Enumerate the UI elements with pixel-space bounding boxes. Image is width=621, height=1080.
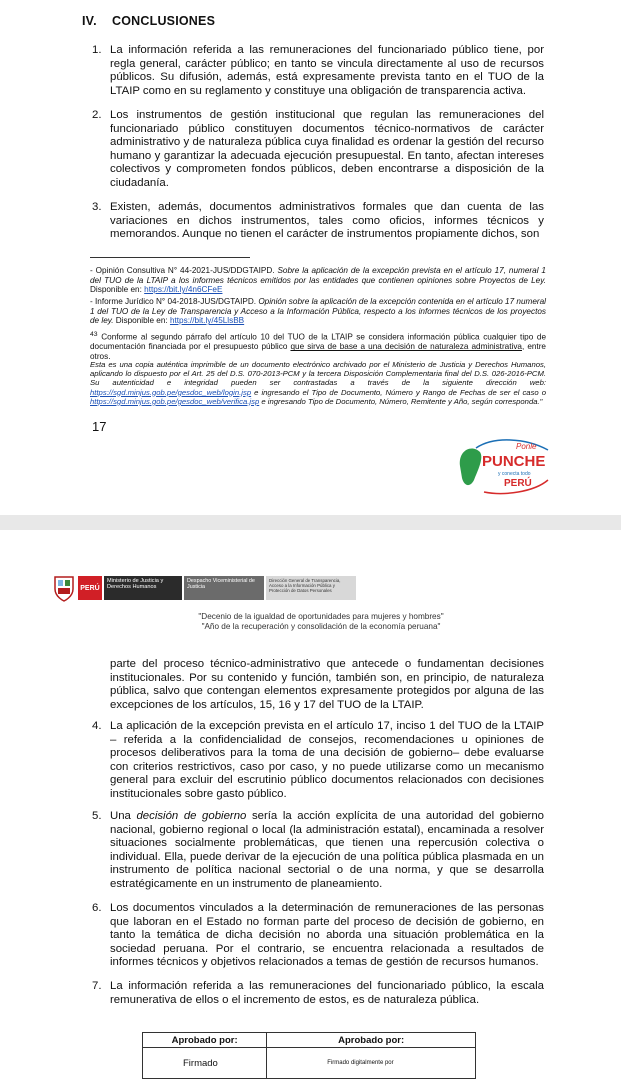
item-text: Existen, además, documentos administrativos formales que dan cuenta de las variaciones en dichos instrumentos, tales como oficios, informes técnicos y memorandos. Aunque no tienen el carácter de instrumentos propiamente dichos, son [110, 201, 544, 241]
footnote-separator [90, 257, 250, 258]
section-number: IV. [82, 14, 97, 28]
approval-table [142, 1032, 476, 1079]
item-number: 3. [92, 201, 102, 213]
legal-link-login[interactable]: https://sgd.minjus.gob.pe/gesdoc_web/login.jsp [90, 387, 252, 397]
legal-text: e ingresando el Tipo de Documento, Número y Rango de Fechas de ser el caso o [251, 387, 546, 397]
item-number: 2. [92, 109, 102, 121]
fn-underline: que sirva de base a una decisión de naturaleza administrativa [290, 342, 522, 352]
decenio-line: "Decenio de la igualdad de oportunidades para mujeres y hombres" [198, 612, 444, 621]
fn-italic: Sobre la aplicación de la excepción prevista en el artículo 17, numeral 1 del TUO de la LTAIP a los informes técnicos emitidos por las entidades que contienen opiniones sobre Proyectos de Ley. [90, 266, 546, 285]
logo-ponle: Ponle [516, 442, 537, 451]
conclusion-item-4 [92, 720, 544, 802]
item-number: 6. [92, 902, 102, 914]
fn-text: - Informe Jurídico N° 04-2018-JUS/DGTAIPD. [90, 297, 259, 306]
conclusion-item-7 [92, 980, 544, 1007]
item-number: 1. [92, 44, 102, 56]
conclusion-item-6 [92, 902, 544, 970]
fn-text: , entre otros. [90, 342, 546, 361]
peru-map-shape [460, 448, 482, 485]
coat-of-arms-icon [52, 573, 76, 603]
vice-ministry-box: Despacho Viceministerial de Justicia [184, 576, 264, 600]
item-number: 5. [92, 810, 102, 822]
item-text: La aplicación de la excepción prevista en el artículo 17, inciso 1 del TUO de la LTAIP – referida a la confidencialidad de consejos, recomendaciones u opiniones de procesos deliberativos para la toma de una decisión de gobierno– debe evaluarse con criterios restrictivos, caso por caso, y no puede utilizarse como un mecanismo general para excluir del escrutinio público documentos relacionados con decisiones institucionales sobre gasto público. [110, 720, 544, 800]
year-line: "Año de la recuperación y consolidación de la economía peruana" [201, 622, 441, 631]
document-page-17 [0, 0, 621, 515]
logo-punche: PUNCHE [482, 453, 546, 470]
legal-text: e ingresando Tipo de Documento, Número, Remitente y Año, según corresponda." [259, 396, 543, 406]
footnote-opinion-consultiva [90, 266, 546, 295]
item-text-part: Una [110, 810, 137, 822]
conclusion-item-2 [92, 109, 544, 191]
item-text-part: sería la acción explícita de una autoridad del gobierno nacional, gobierno regional o local (la administración estatal), encaminada a resolver situaciones socialmente problemáticas, que tienen una repercusión colectiva o individual. Ella, puede derivar de la ejecución de una política pública plasmada en un instrumento de política nacional sectorial o de una norma, y que se desarrolla estratégicamente en un instrumento de planeamiento. [110, 810, 545, 890]
signature-label: Firmado [183, 1057, 218, 1069]
signature-cell-1 [143, 1048, 267, 1079]
footnote-informe-juridico [90, 297, 546, 326]
logo-peru: PERÚ [504, 478, 532, 489]
legal-text: Esta es una copia auténtica imprimible de un documento electrónico archivado por el Ministerio de Justicia y Derechos Humanos, aplicando lo dispuesto por el Art. 25 del D.S. 070-2013-PCM y la tercera Disposición Complementaria final del D.S. 026-2016-PCM. Su autenticidad e integridad pueden ser contrastadas a través de la siguiente dirección web: [90, 360, 546, 388]
item-number: 4. [92, 720, 102, 732]
approval-header-2: Aprobado por: [267, 1033, 476, 1048]
fn-text: Conforme al segundo párrafo del artículo 10 del TUO de la LTAIP se considera información pública cualquier tipo de documentación financiada por el presupuesto público [90, 332, 546, 352]
item-text: La información referida a las remuneraciones del funcionariado público tiene, por regla general, carácter público; en tanto se vincula directamente al uso de recursos públicos. Su difusión, además, está expresamente prevista tanto en el TUO de la LTAIP como en su reglamento y constituye una obligación de transparencia activa. [110, 44, 544, 97]
item-text-italic: decisión de gobierno [136, 810, 247, 822]
decenio-header [176, 612, 466, 632]
item-text: parte del proceso técnico-administrativo que antecede o fundamentan decisiones institucionales. Por su contenido y función, también son, en principio, de naturaleza pública, salvo que contengan elementos expresamente protegidos por alguna de las excepciones de los artículos, 15, 16 y 17 del TUO de la LTAIP. [110, 658, 544, 711]
section-title: CONCLUSIONES [112, 14, 216, 28]
item-text: Los documentos vinculados a la determinación de remuneraciones de las personas que laboran en el Estado no forman parte del proceso de decisión de gobierno, en tanto la temática de dicha decisión no aborda una situación problemática en la sociedad peruana. Por el contrario, se encuentra relacionada a resultados de informes técnicos y objetivos relacionados a temas de gestión de recursos humanos. [110, 902, 544, 969]
conclusion-item-1 [92, 44, 544, 98]
legal-link-verifica[interactable]: https://sgd.minjus.gob.pe/gesdoc_web/verifica.jsp [90, 396, 260, 406]
fn-mark: 43 [90, 331, 98, 338]
item-text: La información referida a las remuneraciones del funcionariado público, la escala remunerativa de ellos o el incremento de estos, es de naturaleza pública. [110, 980, 544, 1006]
item-text: Los instrumentos de gestión institucional que regulan las remuneraciones del funcionariado público constituyen documentos técnico-normativos de carácter administrativo y de naturaleza pública cuya finalidad es ordenar la gestión del recurso humano y garantizar la adecuada ejecución presupuestal. En tanto, afectan intereses colectivos y comprometen fondos públicos, deben encontrarse a disposición de la ciudadanía. [110, 109, 544, 189]
continuation-paragraph [92, 658, 544, 712]
ministry-box: Ministerio de Justicia y Derechos Humanos [104, 576, 182, 600]
fn-text: Disponible en: [113, 316, 170, 326]
approval-header-1: Aprobado por: [143, 1033, 267, 1048]
footnote-43 [90, 330, 546, 362]
fn-link[interactable]: https://bit.ly/4n6CFeE [144, 285, 223, 295]
page-number: 17 [92, 419, 107, 434]
direction-box: Dirección General de Transparencia, Acceso a la Información Pública y Protección de Datos Personales [266, 576, 356, 600]
document-page-18 [0, 530, 621, 1080]
fn-link[interactable]: https://bit.ly/45LlsBB [169, 316, 245, 326]
authenticity-notice [90, 360, 546, 406]
section-heading [82, 14, 215, 28]
peru-brand-box: PERÚ [78, 576, 102, 600]
fn-italic: Opinión sobre la aplicación de la excepción contenida en el artículo 17 numeral 1 del TUO de la Ley de Transparencia y Acceso a la Información Pública, respecto a los informes técnicos de los proyectos de ley. [90, 297, 546, 326]
fn-text: - Opinión Consultiva N° 44-2021-JUS/DDGTAIPD. [90, 266, 278, 275]
logo-tagline: y conecta todo [498, 471, 531, 477]
conclusion-item-5 [92, 810, 544, 892]
signature-cell-2 [267, 1048, 476, 1079]
ponle-punche-peru-logo [454, 436, 554, 496]
fn-text: Disponible en: [90, 285, 145, 295]
item-text [110, 810, 544, 892]
signature-label: Firmado digitalmente por [327, 1060, 394, 1066]
item-number: 7. [92, 980, 102, 992]
conclusion-item-3 [92, 201, 544, 242]
swoosh-blue [476, 440, 548, 450]
